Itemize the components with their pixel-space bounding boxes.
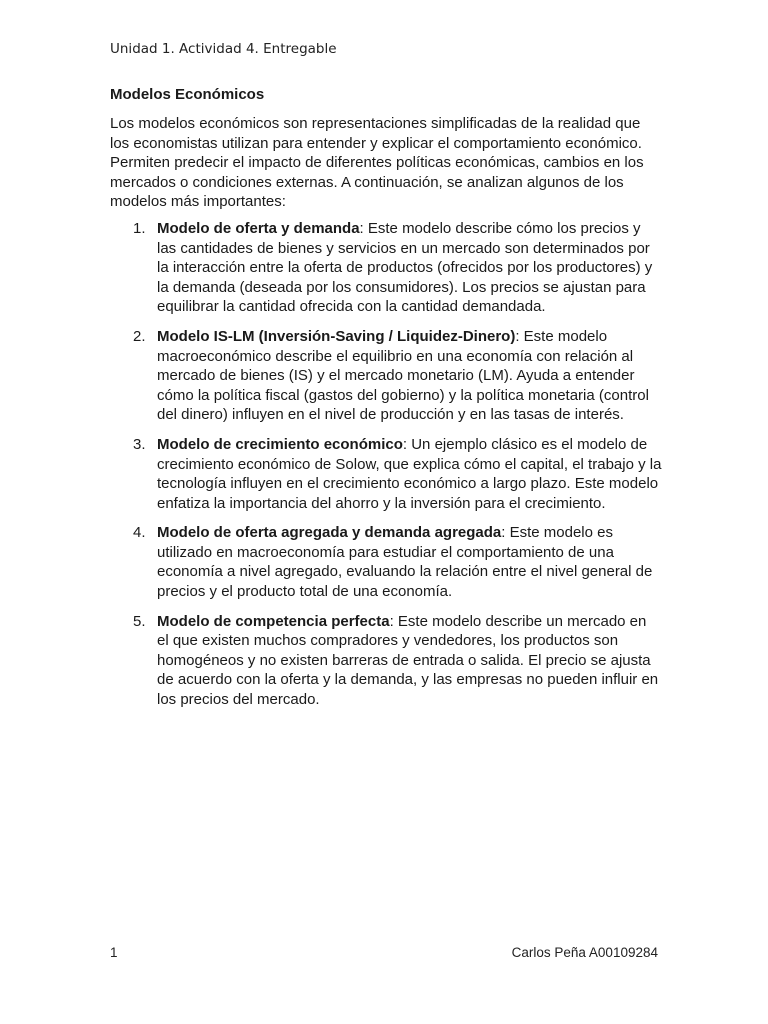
list-item [110, 612, 662, 710]
author-name: Carlos Peña A00109284 [511, 945, 658, 960]
list-item [110, 435, 662, 513]
model-name: Modelo de oferta agregada y demanda agregada [157, 524, 502, 542]
document-body [110, 85, 662, 720]
model-description: : Este modelo macroeconómico describe el equilibrio en una economía con relación al mercado de bienes (IS) y el mercado monetario (LM). Ayuda a entender cómo la política fiscal (gastos del gobierno) y la política monetaria (control del dinero) influyen en el nivel de producción y en las tasas de interés. [157, 327, 649, 424]
model-name: Modelo de competencia perfecta [157, 612, 390, 630]
model-description: : Un ejemplo clásico es el modelo de crecimiento económico de Solow, que explica cómo el capital, el trabajo y la tecnología influyen en el crecimiento económico a largo plazo. Este modelo enfatiza la importancia del ahorro y la inversión para el crecimiento. [157, 435, 662, 512]
intro-paragraph: Los modelos económicos son representaciones simplificadas de la realidad que los economistas utilizan para entender y explicar el comportamiento económico. Permiten predecir el impacto de diferentes políticas económicas, cambios en los mercados o condiciones externas. A continuación, se analizan algunos de los modelos más importantes: [110, 115, 644, 211]
page-footer [110, 945, 658, 960]
list-item-number: 1. [133, 219, 146, 237]
model-name: Modelo de crecimiento económico [157, 435, 403, 453]
document-title: Modelos Económicos [110, 86, 265, 103]
list-item-number: 4. [133, 524, 146, 542]
page-header: Unidad 1. Actividad 4. Entregable [110, 41, 337, 57]
model-name: Modelo de oferta y demanda [157, 219, 360, 237]
model-name: Modelo IS-LM (Inversión-Saving / Liquidez-Dinero) [157, 327, 516, 345]
models-list [110, 219, 662, 710]
page-number: 1 [110, 945, 118, 960]
model-description: : Este modelo describe cómo los precios y las cantidades de bienes y servicios en un mercado son determinados por la interacción entre la oferta de productos (ofrecidos por los productores) y la demanda (deseada por los consumidores). Los precios se ajustan para equilibrar la cantidad ofrecida con la cantidad demandada. [157, 219, 653, 316]
model-description: : Este modelo es utilizado en macroeconomía para estudiar el comportamiento de una economía a nivel agregado, evaluando la relación entre el nivel general de precios y el producto total de una economía. [157, 524, 653, 601]
list-item [110, 327, 662, 425]
model-description: : Este modelo describe un mercado en el que existen muchos compradores y vendedores, los productos son homogéneos y no existen barreras de entrada o salida. El precio se ajusta de acuerdo con la oferta y la demanda, y las empresas no pueden influir en los precios del mercado. [157, 612, 659, 709]
list-item-number: 2. [133, 327, 146, 345]
list-item-number: 3. [133, 435, 146, 453]
list-item-number: 5. [133, 612, 146, 630]
list-item [110, 219, 662, 317]
list-item [110, 523, 662, 601]
